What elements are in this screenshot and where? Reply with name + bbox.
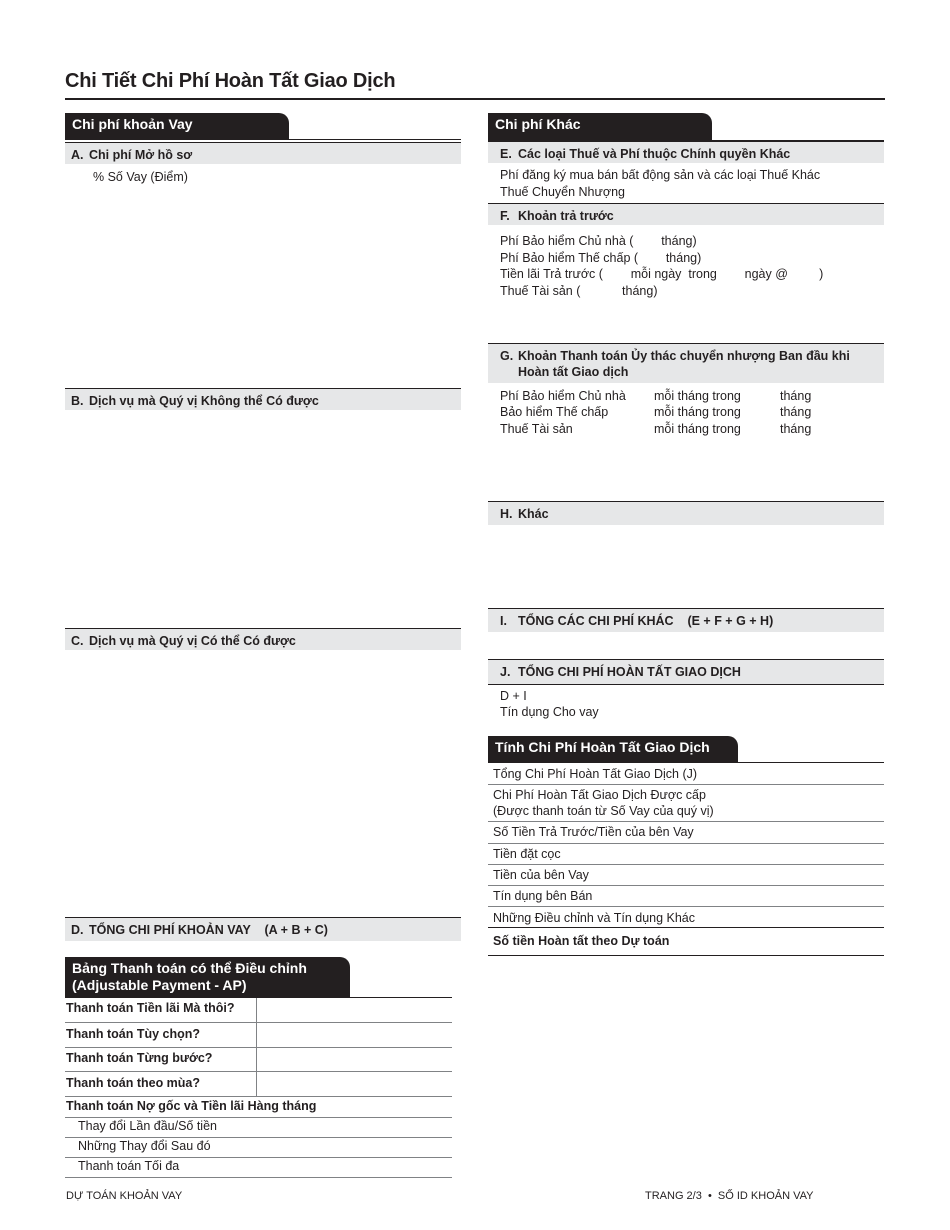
ap-table-header-line1: Bảng Thanh toán có thể Điều chỉnh [72,960,307,976]
footer-left: DỰ TOÁN KHOẢN VAY [66,1190,183,1202]
ap-table-header [65,957,350,997]
ap-row-rule [65,1022,452,1023]
section-h-letter: H. [500,507,513,521]
ctc-row-rule [488,843,884,844]
section-g-label-line2: Hoàn tất Giao dịch [518,365,629,379]
section-f-line-homeowner: Phí Bảo hiểm Chủ nhà ( tháng) [500,234,697,248]
section-g-label-line1: Khoản Thanh toán Ủy thác chuyển nhượng Ban đầu khi [518,349,850,363]
section-g-letter: G. [500,349,514,363]
section-g-row-homeowner-per: mỗi tháng trong [654,389,741,403]
section-j-band [488,659,884,685]
section-h-band [488,501,884,525]
ctc-deposit: Tiền đặt cọc [493,847,561,861]
ctc-row-rule [488,784,884,785]
ap-row-rule [65,1047,452,1048]
section-g-row-tax-name: Thuế Tài sản [500,422,573,436]
section-f-band [488,203,884,225]
ap-monthly-header: Thanh toán Nợ gốc và Tiền lãi Hàng tháng [66,1099,317,1113]
section-a-band [65,142,461,164]
section-g-row-homeowner-unit: tháng [780,389,812,403]
section-f-line-mortgage-ins: Phí Bảo hiểm Thế chấp ( tháng) [500,251,702,265]
section-a-line-points: % Số Vay (Điểm) [93,170,188,184]
section-a-label: Chi phí Mở hồ sơ [89,148,193,162]
section-d-letter: D. [71,923,84,937]
section-g-band [488,343,884,383]
section-b-label: Dịch vụ mà Quý vị Không thể Có được [89,394,319,408]
ap-row-rule [65,1177,452,1178]
ctc-total-closing-costs: Tổng Chi Phí Hoàn Tất Giao Dịch (J) [493,767,698,781]
section-j-label: TỔNG CHI PHÍ HOÀN TẤT GIAO DỊCH [518,665,741,679]
section-j-line-lender-credit: Tín dụng Cho vay [500,705,599,719]
section-f-line-property-tax: Thuế Tài sản ( tháng) [500,284,658,298]
section-g-row-mortgage-name: Bảo hiểm Thế chấp [500,405,609,419]
ap-table-header-rule [65,997,452,998]
ctc-estimated-cash-to-close: Số tiền Hoàn tất theo Dự toán [493,934,670,948]
other-costs-header: Chi phí Khác [488,113,712,140]
section-g-row-mortgage-unit: tháng [780,405,812,419]
section-e-line-transfer-tax: Thuế Chuyển Nhượng [500,185,625,199]
section-e-letter: E. [500,147,512,161]
section-i-letter: I. [500,614,507,628]
ctc-borrower-funds: Tiền của bên Vay [493,868,589,882]
ap-question-interest-only: Thanh toán Tiền lãi Mà thôi? [66,1001,235,1015]
section-c-label: Dịch vụ mà Quý vị Có thể Có được [89,634,296,648]
ctc-adjustments: Những Điều chỉnh và Tín dụng Khác [493,911,696,925]
section-f-letter: F. [500,209,510,223]
section-e-line-recording: Phí đăng ký mua bán bất động sản và các loại Thuế Khác [500,168,821,182]
section-i-band [488,608,884,632]
section-a-letter: A. [71,148,84,162]
ap-question-step: Thanh toán Từng bước? [66,1051,213,1065]
ap-monthly-subsequent-changes: Những Thay đổi Sau đó [78,1139,211,1153]
cash-to-close-header: Tính Chi Phí Hoàn Tất Giao Dịch [488,736,738,762]
section-b-letter: B. [71,394,84,408]
section-g-row-tax-unit: tháng [780,422,812,436]
ctc-down-payment: Số Tiền Trả Trước/Tiền của bên Vay [493,825,694,839]
ap-question-optional: Thanh toán Tùy chọn? [66,1027,201,1041]
section-e-band [488,141,884,163]
ap-row-rule [65,1096,452,1097]
section-j-line-sum: D + I [500,689,527,703]
section-g-row-tax-per: mỗi tháng trong [654,422,741,436]
title-divider [65,98,885,100]
ap-question-seasonal: Thanh toán theo mùa? [66,1076,201,1090]
ctc-row-rule [488,885,884,886]
section-g-row-mortgage-per: mỗi tháng trong [654,405,741,419]
ctc-row-rule [488,821,884,822]
ctc-bottom-rule [488,955,884,956]
section-f-label: Khoản trả trước [518,209,614,223]
section-d-band [65,917,461,941]
ap-monthly-first-change: Thay đổi Lần đầu/Số tiền [78,1119,217,1133]
ap-row-rule [65,1071,452,1072]
section-e-label: Các loại Thuế và Phí thuộc Chính quyền Khác [518,147,791,161]
section-h-label: Khác [518,507,549,521]
ctc-row-rule [488,906,884,907]
section-j-letter: J. [500,665,511,679]
ctc-total-rule [488,927,884,928]
ap-column-divider [256,998,257,1096]
ctc-row-rule [488,864,884,865]
section-d-label: TỔNG CHI PHÍ KHOẢN VAY (A + B + C) [89,923,328,937]
loan-costs-header: Chi phí khoản Vay [65,113,289,139]
ctc-seller-credits: Tín dụng bên Bán [493,889,593,903]
ap-monthly-max-payment: Thanh toán Tối đa [78,1159,180,1173]
cash-to-close-header-rule [488,762,884,763]
ctc-financed-costs-note: (Được thanh toán từ Số Vay của quý vị) [493,804,714,818]
ctc-financed-costs: Chi Phí Hoàn Tất Giao Dịch Được cấp [493,788,706,802]
page-title: Chi Tiết Chi Phí Hoàn Tất Giao Dịch [65,70,396,92]
section-b-band [65,388,461,410]
footer-right: TRANG 2/3 • SỐ ID KHOẢN VAY [645,1190,814,1202]
section-f-line-prepaid-interest: Tiền lãi Trả trước ( mỗi ngày trong ngày @ ) [500,267,824,281]
section-c-band [65,628,461,650]
section-i-label: TỔNG CÁC CHI PHÍ KHÁC (E + F + G + H) [518,614,774,628]
loan-costs-header-rule [65,139,461,140]
section-g-row-homeowner-name: Phí Bảo hiểm Chủ nhà [500,389,626,403]
section-c-letter: C. [71,634,84,648]
ap-table-header-line2: (Adjustable Payment - AP) [72,977,247,993]
